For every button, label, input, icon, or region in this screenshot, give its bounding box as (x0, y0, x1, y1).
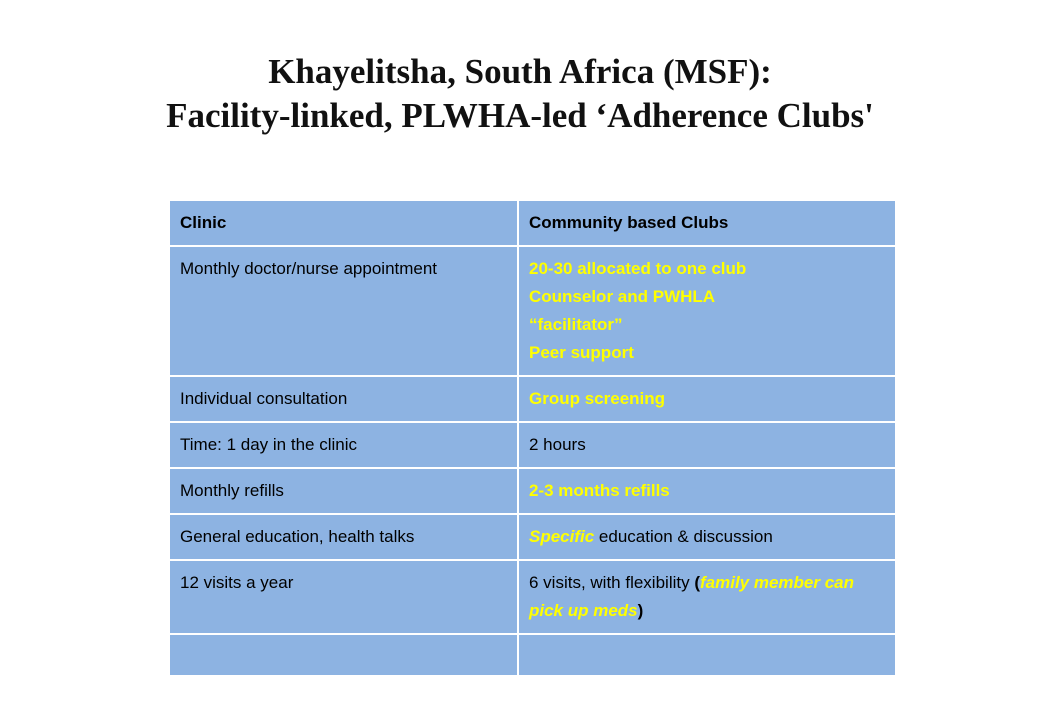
table-row (169, 514, 896, 560)
clubs-text: 2-3 months refills (529, 481, 670, 500)
cell-clinic: 12 visits a year (169, 560, 518, 634)
clubs-paren-open: ( (694, 573, 700, 592)
table-row (169, 246, 896, 376)
clubs-line: 20-30 allocated to one club (529, 259, 747, 278)
clubs-text: education & discussion (594, 527, 773, 546)
cell-clubs (518, 246, 896, 376)
cell-clinic: Individual consultation (169, 376, 518, 422)
cell-clubs: 2 hours (518, 422, 896, 468)
cell-clinic: Monthly refills (169, 468, 518, 514)
clubs-line: Peer support (529, 343, 634, 362)
cell-clubs (518, 634, 896, 676)
table-row (169, 422, 896, 468)
table-row (169, 560, 896, 634)
cell-clinic (169, 634, 518, 676)
table-header-row (169, 200, 896, 246)
clubs-emphasis: family member can pick up meds (529, 573, 855, 620)
clubs-emphasis: Specific (529, 527, 595, 546)
table-row (169, 376, 896, 422)
title-line-2: Facility-linked, PLWHA-led ‘Adherence Clubs' (166, 96, 874, 135)
cell-clinic: Time: 1 day in the clinic (169, 422, 518, 468)
clubs-text: Group screening (529, 389, 666, 408)
cell-clubs (518, 468, 896, 514)
table-row-empty (169, 634, 896, 676)
clubs-paren-close: ) (637, 601, 644, 620)
header-clubs: Community based Clubs (518, 200, 896, 246)
title-line-1: Khayelitsha, South Africa (MSF): (268, 52, 772, 91)
cell-clubs (518, 376, 896, 422)
clubs-line: Counselor and PWHLA (529, 287, 716, 306)
header-clinic: Clinic (169, 200, 518, 246)
cell-clubs (518, 514, 896, 560)
cell-clubs (518, 560, 896, 634)
cell-clinic: General education, health talks (169, 514, 518, 560)
cell-clinic: Monthly doctor/nurse appointment (169, 246, 518, 376)
comparison-table (168, 199, 897, 677)
table-row (169, 468, 896, 514)
clubs-line: “facilitator” (529, 315, 623, 334)
slide-title (0, 50, 1040, 138)
clubs-text: 6 visits, with flexibility (529, 573, 695, 592)
